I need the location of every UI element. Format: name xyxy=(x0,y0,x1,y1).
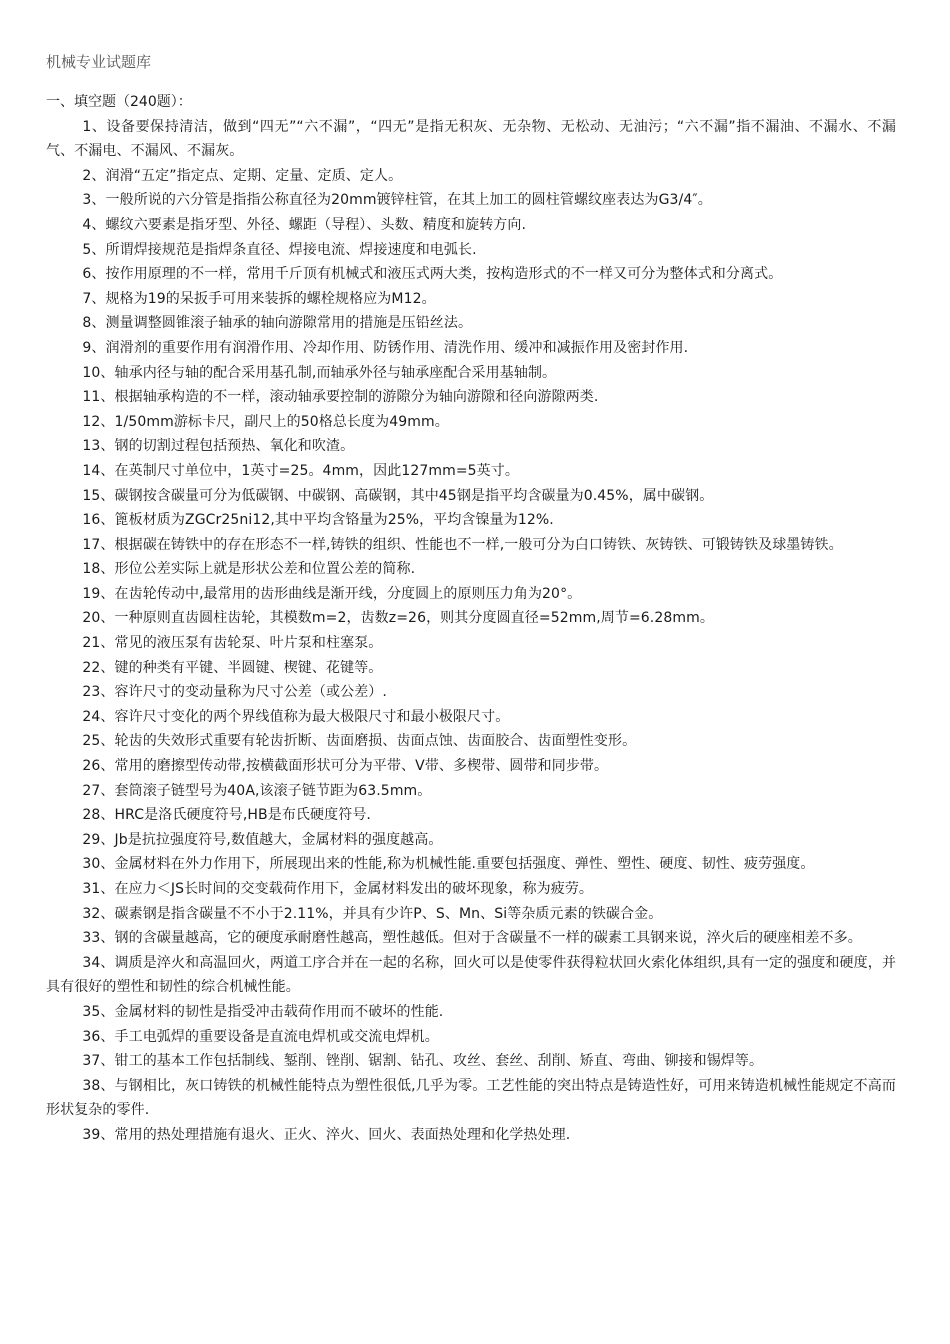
question-item: 3、一般所说的六分管是指指公称直径为20mm镀锌柱管，在其上加工的圆柱管螺纹座表达为G3/4″。 xyxy=(82,192,712,209)
question-item: 29、Jb是抗拉强度符号,数值越大，金属材料的强度越高。 xyxy=(82,831,443,848)
question-item: 28、HRC是洛氏硬度符号,HB是布氏硬度符号. xyxy=(82,807,371,824)
question-item: 14、在英制尺寸单位中，1英寸=25。4mm，因此127mm=5英寸。 xyxy=(82,462,519,479)
question-item: 27、套筒滚子链型号为40A,该滚子链节距为63.5mm。 xyxy=(82,782,432,799)
question-item: 33、钢的含碳量越高，它的硬度承耐磨性越高，塑性越低。但对于含碳量不一样的碳素工具钢来说，淬火后的硬座相差不多。 xyxy=(82,930,862,947)
question-item: 7、规格为19的呆扳手可用来装拆的螺栓规格应为M12。 xyxy=(82,290,436,307)
document-title: 机械专业试题库 xyxy=(46,53,152,71)
question-item: 36、手工电弧焊的重要设备是直流电焊机或交流电焊机。 xyxy=(82,1028,439,1045)
section-heading: 一、填空题（240题）： xyxy=(46,94,192,110)
question-item: 15、碳钢按含碳量可分为低碳钢、中碳钢、高碳钢，其中45钢是指平均含碳量为0.45%，属中碳钢。 xyxy=(82,487,714,504)
question-item: 1、设备要保持清洁，做到“四无”“六不漏”，“四无”是指无积灰、无杂物、无松动、无油污；“六不漏”指不漏油、不漏水、不漏气、不漏电、不漏风、不漏灰。 xyxy=(46,118,896,160)
question-item: 10、轴承内径与轴的配合采用基孔制,而轴承外径与轴承座配合采用基轴制。 xyxy=(82,364,557,381)
question-item: 5、所谓焊接规范是指焊条直径、焊接电流、焊接速度和电弧长. xyxy=(82,241,477,258)
question-item: 17、根据碳在铸铁中的存在形态不一样,铸铁的组织、性能也不一样,一般可分为白口铸铁、灰铸铁、可锻铸铁及球墨铸铁。 xyxy=(82,536,843,553)
question-item: 31、在应力＜JS长时间的交变载荷作用下，金属材料发出的破坏现象，称为疲劳。 xyxy=(82,881,594,897)
question-item: 13、钢的切割过程包括预热、氧化和吹渣。 xyxy=(82,438,355,455)
question-item: 6、按作用原理的不一样，常用千斤顶有机械式和液压式两大类，按构造形式的不一样又可分为整体式和分离式。 xyxy=(82,266,783,283)
question-item: 30、金属材料在外力作用下，所展现出来的性能,称为机械性能.重要包括强度、弹性、塑性、硬度、韧性、疲劳强度。 xyxy=(82,856,815,873)
question-item: 22、键的种类有平键、半圆键、楔键、花键等。 xyxy=(82,659,383,676)
question-item: 8、测量调整圆锥滚子轴承的轴向游隙常用的措施是压铅丝法。 xyxy=(82,315,473,332)
question-item: 20、一种原则直齿圆柱齿轮，其模数m=2，齿数z=26，则其分度圆直径=52mm,周节=6.28mm。 xyxy=(82,610,714,627)
question-list xyxy=(46,115,896,1148)
document-page xyxy=(46,52,896,1148)
question-item: 12、1/50mm游标卡尺，副尺上的50格总长度为49mm。 xyxy=(82,413,449,430)
question-item: 16、篦板材质为ZGCr25ni12,其中平均含铬量为25%，平均含镍量为12%. xyxy=(82,512,554,529)
question-item: 24、容许尺寸变化的两个界线值称为最大极限尺寸和最小极限尺寸。 xyxy=(82,708,510,725)
question-item: 37、钳工的基本工作包括制线、錾削、锉削、锯割、钻孔、攻丝、套丝、刮削、矫直、弯曲、铆接和锡焊等。 xyxy=(82,1053,764,1070)
question-item: 23、容许尺寸的变动量称为尺寸公差（或公差）. xyxy=(82,684,387,701)
question-item: 2、润滑“五定”指定点、定期、定量、定质、定人。 xyxy=(82,167,403,184)
question-item: 35、金属材料的韧性是指受冲击载荷作用而不破坏的性能. xyxy=(82,1003,444,1020)
question-item: 39、常用的热处理措施有退火、正火、淬火、回火、表面热处理和化学热处理. xyxy=(82,1126,571,1143)
question-item: 26、常用的磨擦型传动带,按横截面形状可分为平带、V带、多楔带、圆带和同步带。 xyxy=(82,758,609,775)
question-item: 34、调质是淬火和高温回火，两道工序合并在一起的名称，回火可以是使零件获得粒状回火索化体组织,具有一定的强度和硬度，并具有很好的塑性和韧性的综合机械性能。 xyxy=(46,954,896,996)
question-item: 19、在齿轮传动中,最常用的齿形曲线是渐开线，分度圆上的原则压力角为20°。 xyxy=(82,585,582,602)
question-item: 38、与钢相比，灰口铸铁的机械性能特点为塑性很低,几乎为零。工艺性能的突出特点是铸造性好，可用来铸造机械性能规定不高而形状复杂的零件. xyxy=(46,1077,896,1119)
question-item: 18、形位公差实际上就是形状公差和位置公差的简称. xyxy=(82,561,416,578)
question-item: 9、润滑剂的重要作用有润滑作用、冷却作用、防锈作用、清洗作用、缓冲和减振作用及密封作用. xyxy=(82,339,689,356)
question-item: 11、根据轴承构造的不一样，滚动轴承要控制的游隙分为轴向游隙和径向游隙两类. xyxy=(82,389,599,406)
question-item: 21、常见的液压泵有齿轮泵、叶片泵和柱塞泵。 xyxy=(82,635,383,652)
question-item: 25、轮齿的失效形式重要有轮齿折断、齿面磨损、齿面点蚀、齿面胶合、齿面塑性变形。 xyxy=(82,733,637,750)
question-item: 4、螺纹六要素是指牙型、外径、螺距（导程）、头数、精度和旋转方向. xyxy=(82,216,527,233)
question-item: 32、碳素钢是指含碳量不不小于2.11%，并具有少许P、S、Mn、Si等杂质元素的铁碳合金。 xyxy=(82,905,663,922)
